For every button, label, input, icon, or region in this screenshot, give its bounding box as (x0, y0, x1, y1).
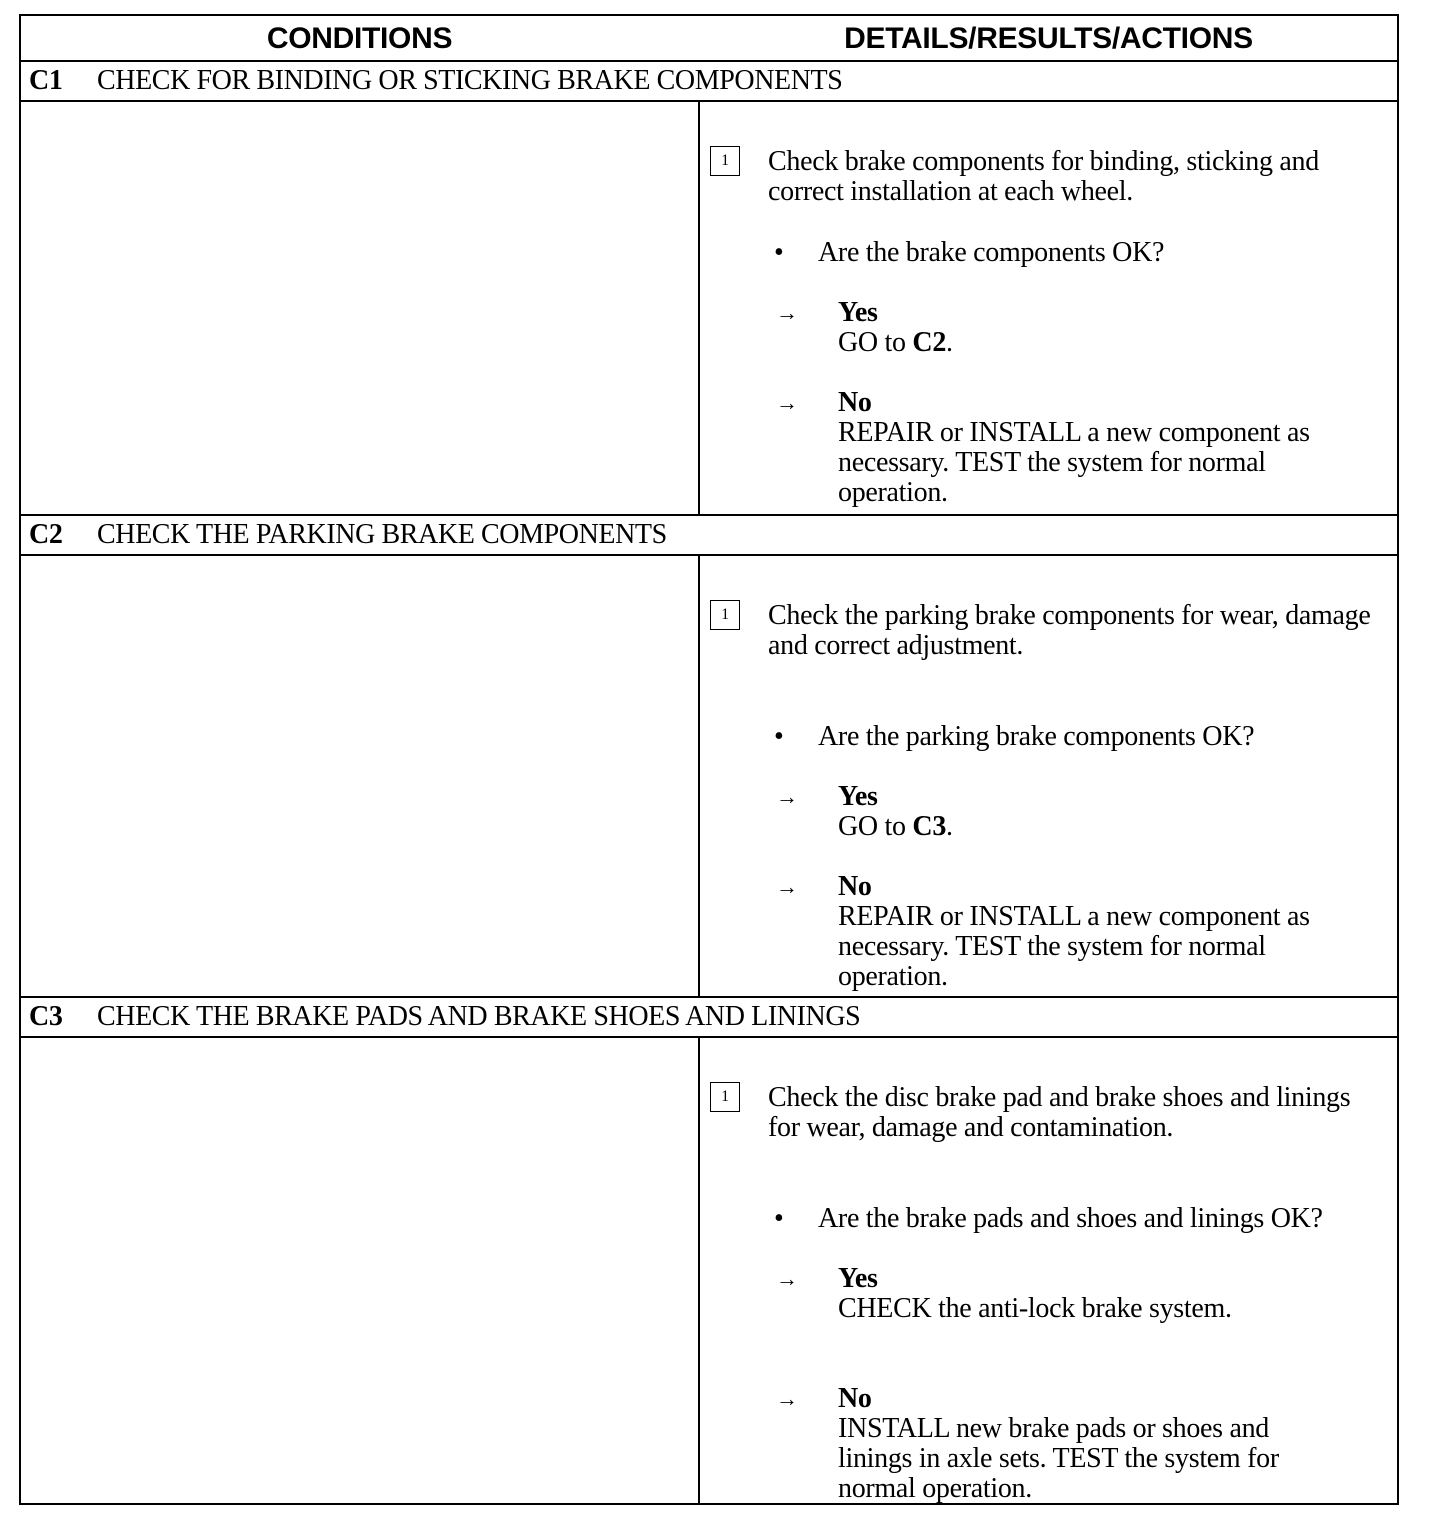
conditions-header: CONDITIONS (266, 22, 453, 55)
yes-label: Yes (838, 297, 878, 328)
arrow-right-icon: → (776, 300, 798, 325)
arrow-right-icon: → (776, 1386, 798, 1411)
step-id: C3 (29, 1001, 63, 1032)
no-action: INSTALL new brake pads or shoes and linings in axle sets. TEST the system for normal operation. (838, 1413, 1279, 1504)
arrow-right-icon: → (776, 1266, 798, 1291)
step-instruction: Check the parking brake components for wear, damage and correct adjustment. (768, 600, 1371, 661)
question-row (774, 238, 1164, 268)
yes-action-ref: C2 (912, 327, 947, 358)
step-question: Are the parking brake components OK? (818, 721, 1255, 752)
step-question: Are the brake pads and shoes and linings OK? (818, 1203, 1323, 1234)
step-details (700, 102, 1397, 514)
step-title-row (21, 62, 1397, 100)
step-id: C1 (29, 65, 63, 96)
details-header: DETAILS/RESULTS/ACTIONS (844, 22, 1253, 55)
step-title-row (21, 516, 1397, 554)
step-number-box: 1 (710, 600, 740, 630)
no-label: No (838, 387, 872, 418)
step-question: Are the brake components OK? (818, 237, 1165, 268)
bullet-icon: • (774, 237, 784, 268)
step-title: CHECK FOR BINDING OR STICKING BRAKE COMPONENTS (97, 65, 843, 96)
yes-label: Yes (838, 1263, 878, 1294)
step-number-box: 1 (710, 1082, 740, 1112)
no-label: No (838, 1383, 872, 1414)
arrow-right-icon: → (776, 874, 798, 899)
step-title: CHECK THE BRAKE PADS AND BRAKE SHOES AND LININGS (97, 1001, 861, 1032)
yes-label: Yes (838, 781, 878, 812)
diagnostic-table (19, 14, 1399, 1505)
yes-action-ref: C3 (912, 811, 947, 842)
question-row (774, 1204, 1323, 1234)
step-title: CHECK THE PARKING BRAKE COMPONENTS (97, 519, 667, 550)
step-details (700, 556, 1397, 996)
no-action: REPAIR or INSTALL a new component as necessary. TEST the system for normal operation. (838, 417, 1310, 508)
arrow-right-icon: → (776, 390, 798, 415)
yes-action: GO to C3. (838, 811, 953, 842)
step-title-row (21, 998, 1397, 1036)
no-label: No (838, 871, 872, 902)
bullet-icon: • (774, 1203, 784, 1234)
question-row (774, 722, 1254, 752)
step-instruction: Check brake components for binding, sticking and correct installation at each wheel. (768, 146, 1319, 207)
yes-action: GO to C2. (838, 327, 953, 358)
no-action: REPAIR or INSTALL a new component as necessary. TEST the system for normal operation. (838, 901, 1310, 992)
step-details (700, 1038, 1397, 1503)
step-id: C2 (29, 519, 63, 550)
step-number-box: 1 (710, 146, 740, 176)
yes-action: CHECK the anti-lock brake system. (838, 1293, 1232, 1324)
arrow-right-icon: → (776, 784, 798, 809)
bullet-icon: • (774, 721, 784, 752)
step-instruction: Check the disc brake pad and brake shoes and linings for wear, damage and contamination. (768, 1082, 1351, 1143)
